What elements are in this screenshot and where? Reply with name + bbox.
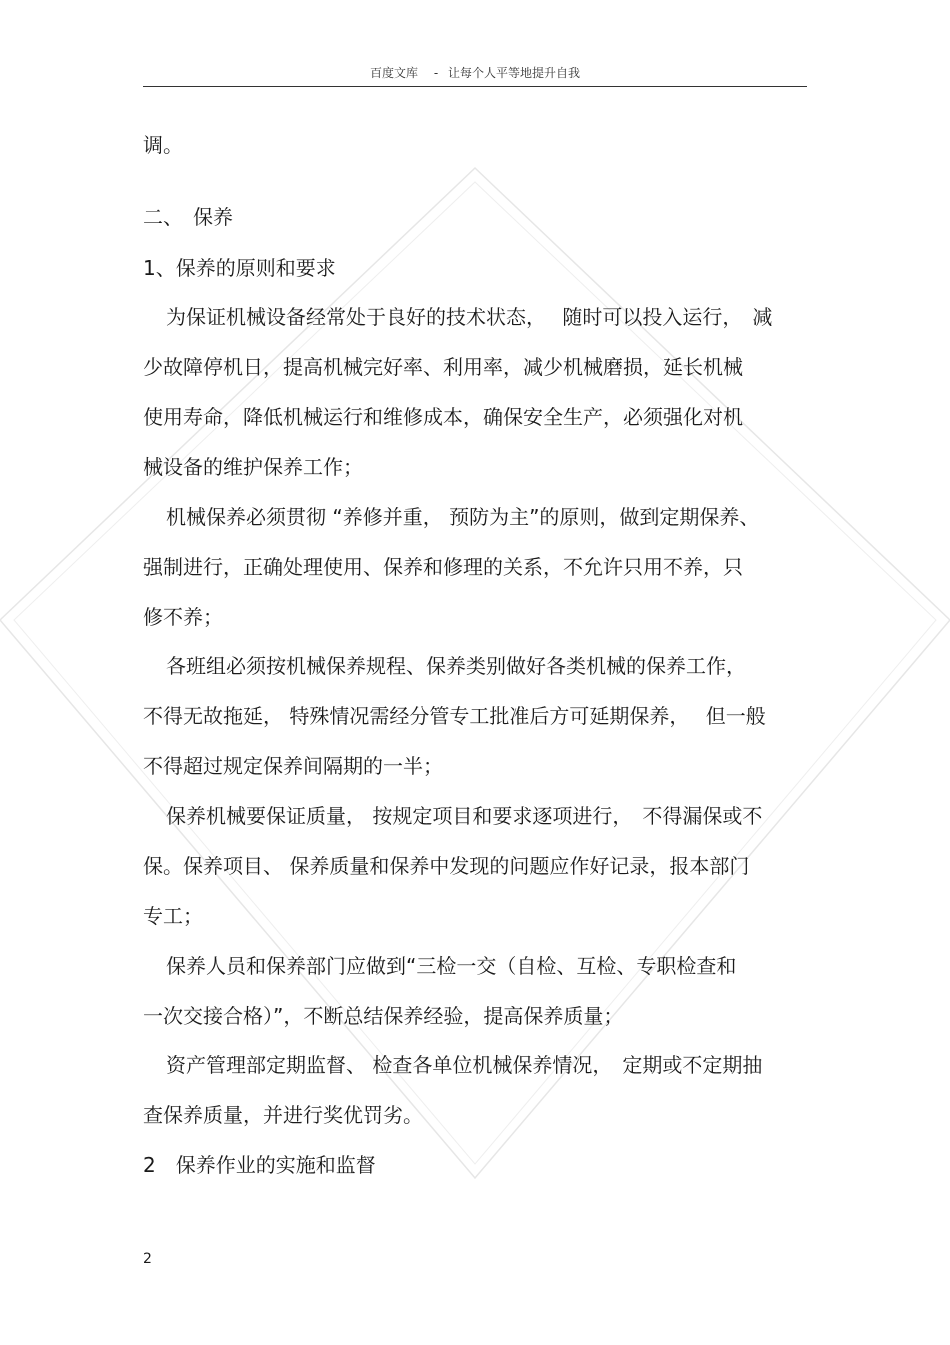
page-number: 2 <box>143 1251 152 1267</box>
text-line: 专工； <box>143 904 203 928</box>
text-line: 机械保养必须贯彻 “养修并重， 预防为主”的原则，做到定期保养、 <box>166 505 760 529</box>
text-line: 为保证机械设备经常处于良好的技术状态， 随时可以投入运行， 减 <box>166 305 773 329</box>
header-site: 百度文库 <box>369 66 418 80</box>
text-line: 械设备的维护保养工作； <box>143 455 363 479</box>
section-heading: 二、 保养 <box>143 205 233 229</box>
text-line: 保养机械要保证质量， 按规定项目和要求逐项进行， 不得漏保或不 <box>166 804 763 828</box>
text-line: 不得无故拖延， 特殊情况需经分管专工批准后方可延期保养， 但一般 <box>143 704 766 728</box>
header-slogan: 让每个人平等地提升自我 <box>448 66 581 80</box>
text-line: 使用寿命，降低机械运行和维修成本，确保安全生产，必须强化对机 <box>143 405 743 429</box>
header-rule <box>143 86 807 87</box>
text-line: 修不养； <box>143 605 223 629</box>
text-line: 少故障停机日，提高机械完好率、利用率，减少机械磨损，延长机械 <box>143 355 743 379</box>
text-line: 一次交接合格）”，不断总结保养经验，提高保养质量； <box>143 1004 624 1028</box>
text-line: 保养人员和保养部门应做到“三检一交（自检、互检、专职检查和 <box>166 954 737 978</box>
text-line: 资产管理部定期监督、 检查各单位机械保养情况， 定期或不定期抽 <box>166 1053 763 1077</box>
page-header <box>143 64 807 81</box>
text-line: 强制进行，正确处理使用、保养和修理的关系，不允许只用不养，只 <box>143 555 743 579</box>
header-separator: - <box>433 66 439 80</box>
text-line: 各班组必须按机械保养规程、保养类别做好各类机械的保养工作， <box>166 654 746 678</box>
subsection-heading: 2 保养作业的实施和监督 <box>143 1153 376 1177</box>
text-line: 不得超过规定保养间隔期的一半； <box>143 754 443 778</box>
text-line: 调。 <box>143 133 183 157</box>
text-line: 查保养质量，并进行奖优罚劣。 <box>143 1103 423 1127</box>
subsection-heading: 1、保养的原则和要求 <box>143 256 336 280</box>
text-line: 保。保养项目、 保养质量和保养中发现的问题应作好记录，报本部门 <box>143 854 750 878</box>
